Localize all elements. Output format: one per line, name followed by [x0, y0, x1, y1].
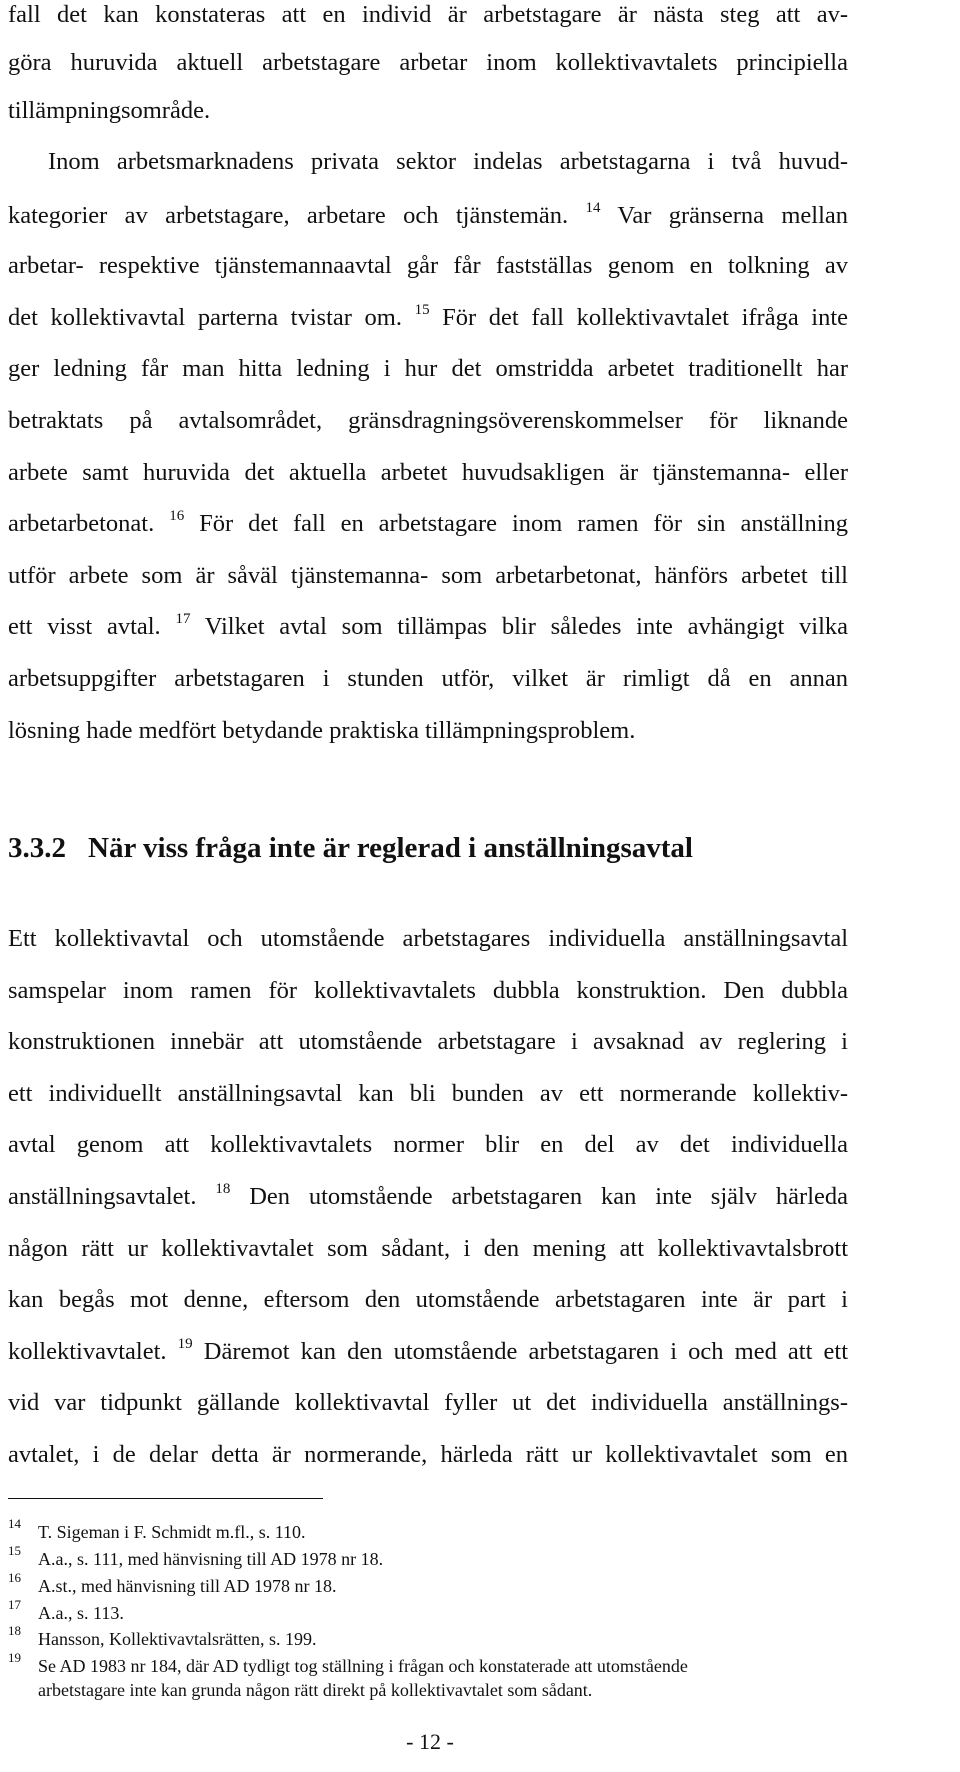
page-number: - 12 -: [406, 1729, 454, 1755]
body-line: tillämpningsområde.: [8, 97, 211, 125]
body-line: samspelar inom ramen för kollektivavtalets dubbla konstruktion. Den dubbla: [8, 976, 848, 1004]
body-line: fall det kan konstateras att en individ är arbetstagare är nästa steg att av-: [8, 1, 848, 28]
footnote-text: A.a., s. 111, med hänvisning till AD 1978 nr 18.: [38, 1548, 384, 1569]
footnote-number: 16: [8, 1569, 21, 1585]
footnote-number: 17: [8, 1596, 21, 1612]
section-title: När viss fråga inte är reglerad i anställningsavtal: [88, 831, 693, 864]
footnote: [8, 1542, 848, 1570]
footnote: [8, 1596, 848, 1624]
footnote-reference[interactable]: 16: [169, 508, 185, 525]
footnote-text: Se AD 1983 nr 184, där AD tydligt tog ställning i frågan och konstaterade att utomstående: [38, 1656, 688, 1677]
footnote-text-continued: arbetstagare inte kan grunda någon rätt direkt på kollektivavtalet som sådant.: [38, 1680, 593, 1701]
body-text: Däremot kan den utomstående arbetstagaren i och med att ett: [203, 1337, 849, 1365]
body-line: arbetsuppgifter arbetstagaren i stunden utför, vilket är rimligt då en annan: [8, 664, 848, 692]
body-text: ett visst avtal.: [8, 613, 161, 641]
body-line: avtalet, i de delar detta är normerande, härleda rätt ur kollektivavtalet som en: [8, 1441, 848, 1469]
section-number: 3.3.2: [8, 831, 66, 864]
footnote-number: 15: [8, 1542, 21, 1558]
body-line: [8, 1337, 848, 1370]
body-line: Ett kollektivavtal och utomstående arbetstagares individuella anställningsavtal: [8, 925, 848, 953]
body-text: kategorier av arbetstagare, arbetare och tjänstemän.: [8, 201, 569, 229]
body-line: avtal genom att kollektivavtalets normer blir en del av det individuella: [8, 1131, 848, 1159]
body-line: betraktats på avtalsområdet, gränsdragningsöverenskommelser för liknande: [8, 406, 848, 434]
footnote-text: T. Sigeman i F. Schmidt m.fl., s. 110.: [38, 1521, 306, 1542]
footnote-reference[interactable]: 19: [177, 1335, 193, 1352]
body-text: det kollektivavtal parterna tvistar om.: [8, 303, 402, 331]
body-line: någon rätt ur kollektivavtalet som sådant, i den mening att kollektivavtalsbrott: [8, 1234, 848, 1262]
body-line: [8, 612, 848, 645]
body-text: kollektivavtalet.: [8, 1337, 167, 1365]
body-line: [8, 509, 848, 542]
body-line: utför arbete som är såväl tjänstemanna- som arbetarbetonat, hänförs arbetet till: [8, 561, 848, 589]
body-text: Vilket avtal som tillämpas blir således inte avhängigt vilka: [204, 613, 849, 641]
footnote: [8, 1650, 848, 1701]
body-line: [8, 1182, 848, 1215]
body-text: arbetarbetonat.: [8, 510, 155, 538]
footnote-text: Hansson, Kollektivavtalsrätten, s. 199.: [38, 1629, 317, 1650]
body-line: kan begås mot denne, eftersom den utomstående arbetstagaren inte är part i: [8, 1286, 848, 1314]
footnote: [8, 1569, 848, 1597]
footnote-reference[interactable]: 15: [414, 301, 430, 318]
footnote-number: 19: [8, 1650, 21, 1666]
footnote-reference[interactable]: 18: [215, 1181, 231, 1198]
footnote-text: A.a., s. 113.: [38, 1602, 124, 1623]
footnote-separator: [8, 1498, 323, 1499]
body-text: För det fall kollektivavtalet ifråga inte: [442, 303, 849, 331]
section-heading: [8, 830, 693, 866]
body-line: Inom arbetsmarknadens privata sektor indelas arbetstagarna i två huvud-: [48, 147, 848, 175]
footnote-number: 18: [8, 1623, 21, 1639]
body-text: Den utomstående arbetstagaren kan inte själv härleda: [249, 1183, 849, 1211]
footnote: [8, 1515, 848, 1543]
body-text: Var gränserna mellan: [617, 201, 849, 229]
footnote-number: 14: [8, 1515, 21, 1531]
footnote-reference[interactable]: 14: [585, 199, 601, 216]
body-text: anställningsavtalet.: [8, 1183, 197, 1211]
body-line: [8, 303, 848, 336]
footnote-text: A.st., med hänvisning till AD 1978 nr 18.: [38, 1575, 337, 1596]
body-line: [8, 201, 848, 234]
footnote-reference[interactable]: 17: [175, 611, 191, 628]
body-line: ett individuellt anställningsavtal kan bli bunden av ett normerande kollektiv-: [8, 1079, 848, 1107]
body-line: arbetar- respektive tjänstemannaavtal går får fastställas genom en tolkning av: [8, 252, 848, 280]
body-line: konstruktionen innebär att utomstående arbetstagare i avsaknad av reglering i: [8, 1028, 848, 1056]
body-line: ger ledning får man hitta ledning i hur det omstridda arbetet traditionellt har: [8, 355, 848, 383]
body-text: För det fall en arbetstagare inom ramen för sin anställning: [199, 510, 849, 538]
body-line: göra huruvida aktuell arbetstagare arbetar inom kollektivavtalets principiella: [8, 49, 848, 77]
footnote: [8, 1623, 848, 1650]
body-line: arbete samt huruvida det aktuella arbetet huvudsakligen är tjänstemanna- eller: [8, 458, 848, 486]
body-line: lösning hade medfört betydande praktiska tillämpningsproblem.: [8, 716, 636, 744]
body-line: vid var tidpunkt gällande kollektivavtal fyller ut det individuella anställnings-: [8, 1389, 848, 1417]
